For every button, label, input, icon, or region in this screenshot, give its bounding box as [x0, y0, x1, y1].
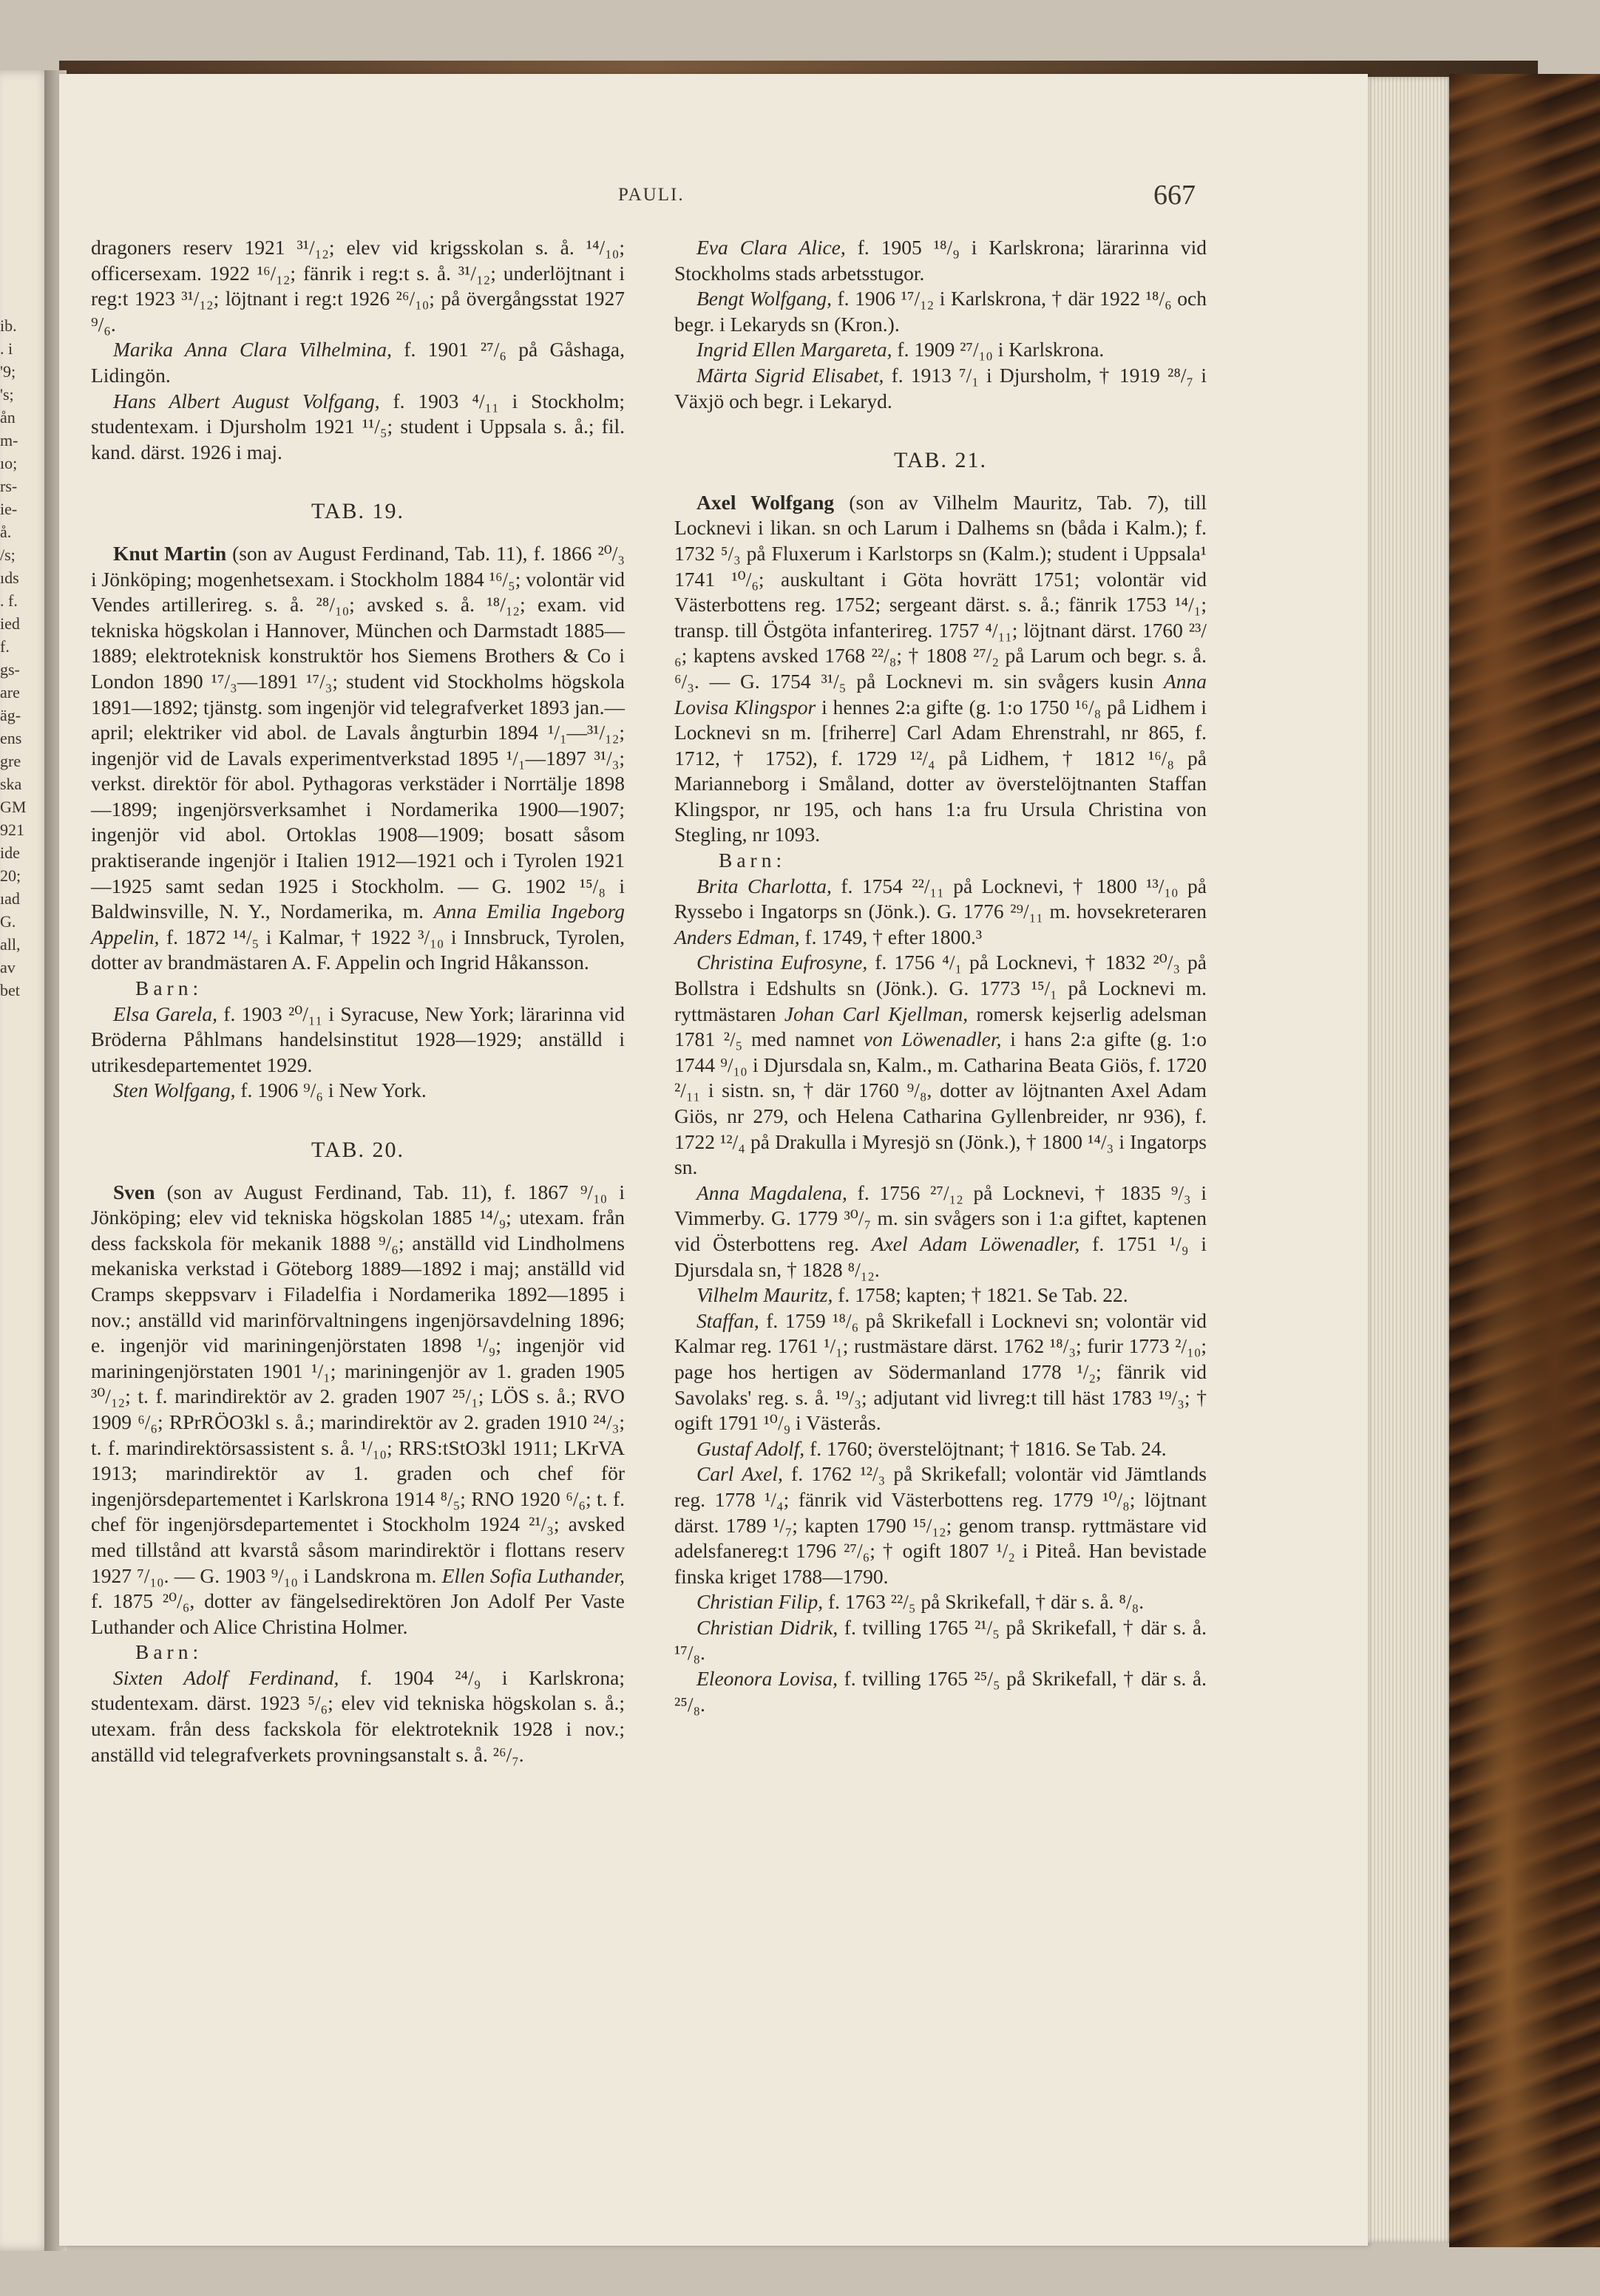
- entry-text: f. 1913 ⁷/₁ i Djursholm, † 1919 ²⁸/₇ i Växjö och begr. i Lekaryd.: [674, 363, 1207, 412]
- entry-head-name: Sven: [113, 1180, 155, 1203]
- paragraph: [674, 363, 1207, 414]
- paragraph: [674, 286, 1207, 337]
- previous-page-margin-text: ib. . i '9; 's; ån m- ıo; rs- ie- å. /s; ıds . f. ied f. gs- are äg- ens gre ska GM 921 ide 20; ıad G. all, av bet: [0, 316, 27, 999]
- right-column: [674, 235, 1207, 1717]
- person-name: Staffan,: [696, 1308, 759, 1332]
- person-name: Eva Clara Alice,: [696, 236, 846, 259]
- paragraph: [674, 1283, 1207, 1308]
- entry-text: f. 1749, † efter 1800.³: [799, 925, 983, 948]
- person-name: Märta Sigrid Elisabet,: [696, 363, 884, 387]
- entry-text: (son av August Ferdinand, Tab. 11), f. 1867 ⁹/₁₀ i Jönköping; elev vid tekniska högskolan 1885 ¹⁴/₉; utexam. från dess fackskola för mekanik 1888 ⁹/₆; anställd vid Lindholmens mekaniska verkstad i Göteborg 1889—1892 i maj; anställd vid Cramps skeppsvarv i Filadelfia i Nordamerika 1892—1895 i nov.; anställd vid marinförvaltningens ingenjörsavdelning 1896; e. ingenjör vid mariningenjörstaten 1898 ¹/₉; ingenjör vid mariningenjörstaten 1901 ¹/₁; mariningenjör av 1. graden 1905 ³⁰/₁₂; t. f. marindirektör av 2. graden 1907 ²⁵/₁; LÖS s. å.; RVO 1909 ⁶/₆; RPrRÖO3kl s. å.; marindirektör av 2. graden 1910 ²⁴/₃; t. f. marindirektörsassistent s. å. ¹/₁₀; RRS:tStO3kl 1911; LKrVA 1913; marindirektör av 1. graden och chef för ingenjörsdepartementet i Karlskrona 1914 ⁸/₅; RNO 1920 ⁶/₆; t. f. chef för ingenjörsdepartementet i Stockholm 1924 ²¹/₃; avsked med tillstånd att kvarstå såsom marindirektör i flottans reserv 1927 ⁷/₁₀. — G. 1903 ⁹/₁₀ i Landskrona m.: [91, 1180, 625, 1587]
- entry-text: f. 1903 ⁴/₁₁ i Stockholm; studentexam. i Djursholm 1921 ¹¹/₅; student i Uppsala s. å.; fil. kand. därst. 1926 i maj.: [91, 389, 625, 463]
- person-name: Christina Eufrosyne,: [696, 951, 868, 974]
- paragraph: [91, 235, 625, 337]
- marbled-book-cover: [1449, 74, 1600, 2247]
- entry-text: f. 1905 ¹⁸/₉ i Karlskrona; lärarinna vid Stockholms stads arbetsstugor.: [674, 236, 1207, 285]
- children-heading: Barn:: [719, 849, 787, 872]
- person-name: Sixten Adolf Ferdinand,: [113, 1665, 339, 1689]
- paragraph: [91, 1002, 625, 1079]
- entry-text: f. 1762 ¹²/₃ på Skrikefall; volontär vid Jämtlands reg. 1778 ¹/₄; fänrik vid Västerbottens reg. 1779 ¹⁰/₈; löjtnant därst. 1789 ¹/₇; kapten 1790 ¹⁵/₁₂; genom transp. ryttmästare vid adelsfanereg:t 1796 ²⁷/₆; † ogift 1807 ¹/₂ i Piteå. Han bevistade finska kriget 1788—1790.: [674, 1462, 1207, 1588]
- person-name: Anna Magdalena,: [696, 1181, 847, 1204]
- entry-text: f. 1906 ⁹/₆ i New York.: [235, 1079, 427, 1102]
- person-name: Elsa Garela,: [113, 1002, 217, 1025]
- entry-text: f. 1901 ²⁷/₆ på Gåshaga, Lidingön.: [91, 338, 626, 387]
- person-name: Hans Albert August Volfgang,: [113, 389, 380, 412]
- page-stack-edges: [1368, 77, 1449, 2243]
- entry-text: f. 1904 ²⁴/₉ i Karlskrona; studentexam. därst. 1923 ⁵/₆; elev vid tekniska högskolan s. å.; utexam. från dess fackskola för elektroteknik 1928 i nov.; anställd vid telegrafverkets provningsanstalt s. å. ²⁶/₇.: [91, 1665, 625, 1766]
- entry-text: f. 1906 ¹⁷/₁₂ i Karlskrona, † där 1922 ¹⁸/₆ och begr. i Lekaryds sn (Kron.).: [674, 287, 1207, 336]
- children-heading: Barn:: [135, 977, 203, 1000]
- person-name: Sten Wolfgang,: [113, 1079, 236, 1102]
- person-name: Marika Anna Clara Vilhelmina,: [113, 338, 393, 361]
- person-name: Anna Emilia Ingeborg Appelin,: [91, 900, 626, 948]
- person-name: Anders Edman,: [674, 925, 800, 948]
- person-name: Gustaf Adolf,: [696, 1436, 805, 1460]
- entry-head-name: Knut Martin: [113, 541, 227, 565]
- entry-text: (son av August Ferdinand, Tab. 11), f. 1866 ²⁰/₃ i Jönköping; mogenhetsexam. i Stockholm 1884 ¹⁶/₅; volontär vid Vendes artillerireg. s. å. ²⁸/₁₀; avsked s. å. ¹⁸/₁₂; exam. vid tekniska högskolan i Hannover, München och Darmstadt 1885—1889; elektroteknisk konstruktör hos Siemens Brothers & Co i London 1890 ¹⁷/₃—1891 ¹⁷/₃; student vid Stockholms högskola 1891—1892; tjänstg. som ingenjör vid telegrafverket 1893 jan.—april; elektriker vid abol. de Lavals ångturbin 1894 ¹/₁—³¹/₁₂; ingenjör vid de Lavals experimentverkstad 1895 ¹/₁—1897 ³¹/₃; verkst. direktör för abol. Pythagoras verkstäder i Norrtälje 1898—1899; ingenjörsverksamhet i Nordamerika 1900—1907; ingenjör vid abol. Ortoklas 1908—1909; bosatt såsom praktiserande ingenjör i Italien 1912—1921 och i Tyrolen 1921—1925 samt sedan 1925 i Stockholm. — G. 1902 ¹⁵/₈ i Baldwinsville, N. Y., Nordamerika, m.: [91, 541, 625, 923]
- entry-text: dragoners reserv 1921 ³¹/₁₂; elev vid krigsskolan s. å. ¹⁴/₁₀; officersexam. 1922 ¹⁶/₁₂; fänrik i reg:t s. å. ³¹/₁₂; underlöjtnant i reg:t 1923 ³¹/₁₂; löjtnant i reg:t 1926 ²⁶/₁₀; på övergångsstat 1927 ⁹/₆.: [91, 236, 625, 336]
- paragraph: [91, 541, 625, 976]
- person-name: Carl Axel,: [696, 1462, 783, 1486]
- paragraph: [674, 1181, 1207, 1283]
- paragraph: [674, 1615, 1207, 1666]
- person-name: Axel Adam Löwenadler,: [871, 1232, 1080, 1255]
- paragraph: [91, 1180, 625, 1640]
- paragraph: [674, 950, 1207, 1180]
- entry-text: f. tvilling 1765 ²⁵/₅ på Skrikefall, † där s. å. ²⁵/₈.: [674, 1667, 1207, 1716]
- entry-text: f. 1875 ²⁰/₆, dotter av fängelsedirektören Jon Adolf Per Vaste Luthander och Alice Christina Holmer.: [91, 1589, 625, 1638]
- person-name: Eleonora Lovisa,: [696, 1667, 838, 1691]
- person-name: Anna Lovisa Klingspor: [674, 669, 1207, 719]
- entry-text: i hennes 2:a gifte (g. 1:o 1750 ¹⁶/₈ på Lidhem i Locknevi sn m. [friherre] Carl Adam Ehrenstrahl, nr 865, f. 1712, † 1752), f. 1729 ¹²/₄ på Lidhem, † 1812 ¹⁶/₈ på Marianneborg i Småland, dotter av överstelöjtnanten Staffan Klingspor, nr 195, och hans 1:a fru Ursula Christina von Stegling, nr 1093.: [674, 695, 1207, 846]
- entry-text: f. 1903 ²⁰/₁₁ i Syracuse, New York; lärarinna vid Bröderna Påhlmans handelsinstitut 1928—1929; anställd i utrikesdepartementet 1929.: [91, 1002, 625, 1076]
- person-name: Johan Carl Kjellman,: [784, 1002, 969, 1025]
- paragraph: [674, 1461, 1207, 1589]
- entry-text: f. 1909 ²⁷/₁₀ i Karlskrona.: [892, 338, 1105, 361]
- paragraph: [674, 874, 1207, 951]
- entry-head-name: Axel Wolfgang: [696, 490, 835, 514]
- paragraph: [674, 1589, 1207, 1615]
- paragraph: [674, 1666, 1207, 1717]
- person-name: Ellen Sofia Luthander,: [441, 1563, 625, 1587]
- entry-text: f. 1758; kapten; † 1821. Se Tab. 22.: [833, 1283, 1128, 1307]
- person-name: Ingrid Ellen Margareta,: [696, 338, 892, 361]
- entry-text: i hans 2:a gifte (g. 1:o 1744 ⁹/₁₀ i Djursdala sn, Kalm., m. Catharina Beata Giös, f. 1720 ²/₁₁ i sistn. sn, † där 1760 ⁹/₈, dotter av löjtnanten Axel Adam Giös, nr 279, och Helena Catharina Gyllenbreider, nr 936), f. 1722 ¹²/₄ på Drakulla i Myresjö sn (Jönk.), † 1800 ¹⁴/₃ i Ingatorps sn.: [674, 1028, 1207, 1179]
- running-head: PAULI.: [618, 185, 685, 205]
- person-name: von Löwenadler,: [863, 1028, 1002, 1051]
- page-number: 667: [1153, 180, 1196, 211]
- entry-text: f. tvilling 1765 ²¹/₅ på Skrikefall, † där s. å. ¹⁷/₈.: [674, 1615, 1207, 1665]
- paragraph: [674, 1308, 1207, 1436]
- paragraph: [674, 490, 1207, 848]
- left-column: [91, 235, 625, 1767]
- entry-text: f. 1751 ¹/₉ i Djursdala sn, † 1828 ⁸/₁₂.: [674, 1232, 1207, 1281]
- paragraph: [91, 1078, 625, 1104]
- paragraph: [91, 389, 625, 466]
- paragraph: [91, 1665, 625, 1767]
- entry-text: f. 1759 ¹⁸/₆ på Skrikefall i Locknevi sn; volontär vid Kalmar reg. 1761 ¹/₁; rustmästare därst. 1762 ¹⁸/₃; furir 1773 ²/₁₀; page hos hertigen av Södermanland 1778 ¹/₂; fänrik vid Savolaks' reg. s. å. ¹⁹/₃; adjutant vid livreg:t till häst 1783 ¹⁹/₃; † ogift 1791 ¹⁰/₉ i Västerås.: [674, 1308, 1207, 1435]
- entry-text: f. 1872 ¹⁴/₅ i Kalmar, † 1922 ³/₁₀ i Innsbruck, Tyrolen, dotter av brandmästaren A. F. Appelin och Ingrid Håkansson.: [91, 925, 625, 974]
- person-name: Vilhelm Mauritz,: [696, 1283, 833, 1307]
- person-name: Christian Didrik,: [696, 1615, 838, 1639]
- person-name: Bengt Wolfgang,: [696, 287, 832, 310]
- entry-text: f. 1760; överstelöjtnant; † 1816. Se Tab. 24.: [804, 1436, 1167, 1460]
- entry-text: f. 1756 ⁴/₁ på Locknevi, † 1832 ²⁰/₃ på Bollstra i Edshults sn (Jönk.). G. 1773 ¹⁵/₁ på Locknevi m. ryttmästaren: [674, 951, 1207, 1025]
- entry-text: f. 1754 ²²/₁₁ på Locknevi, † 1800 ¹³/₁₀ på Ryssebo i Ingatorps sn (Jönk.). G. 1776 ²⁹/₁₁ m. hovsekreteraren: [674, 874, 1207, 923]
- person-name: Brita Charlotta,: [696, 874, 832, 897]
- entry-text: romersk kejserlig adelsman 1781 ²/₅ med namnet: [674, 1002, 1207, 1051]
- children-heading: Barn:: [135, 1640, 203, 1664]
- paragraph: [91, 337, 625, 388]
- paragraph: [674, 1436, 1207, 1462]
- person-name: Christian Filip,: [696, 1590, 824, 1614]
- table-heading: TAB. 21.: [893, 448, 988, 473]
- paragraph: [674, 337, 1207, 363]
- paragraph: [674, 235, 1207, 286]
- entry-text: (son av Vilhelm Mauritz, Tab. 7), till Locknevi i likan. sn och Larum i Dalhems sn (båda i Kalm.); f. 1732 ⁵/₃ på Fluxerum i Karlstorps sn (Kalm.); student i Uppsala¹ 1741 ¹⁰/₆; auskultant i Göta hovrätt 1751; volontär vid Västerbottens reg. 1752; sergeant därst. s. å.; fänrik 1753 ¹⁴/₁; transp. till Östgöta infanterireg. 1757 ⁴/₁₁; löjtnant därst. 1760 ²³/₆; kaptens avsked 1768 ²²/₈; † 1808 ²⁷/₂ på Larum och begr. s. å. ⁶/₃. — G. 1754 ³¹/₅ på Locknevi m. sin svågers kusin: [674, 490, 1207, 693]
- entry-text: f. 1763 ²²/₅ på Skrikefall, † där s. å. ⁸/₈.: [823, 1590, 1145, 1614]
- entry-text: f. 1756 ²⁷/₁₂ på Locknevi, † 1835 ⁹/₃ i Vimmerby. G. 1779 ³⁰/₇ m. sin svågers son i 1:a giftet, kaptenen vid Österbottens reg.: [674, 1181, 1207, 1255]
- table-heading: TAB. 19.: [311, 499, 405, 524]
- table-heading: TAB. 20.: [311, 1138, 405, 1162]
